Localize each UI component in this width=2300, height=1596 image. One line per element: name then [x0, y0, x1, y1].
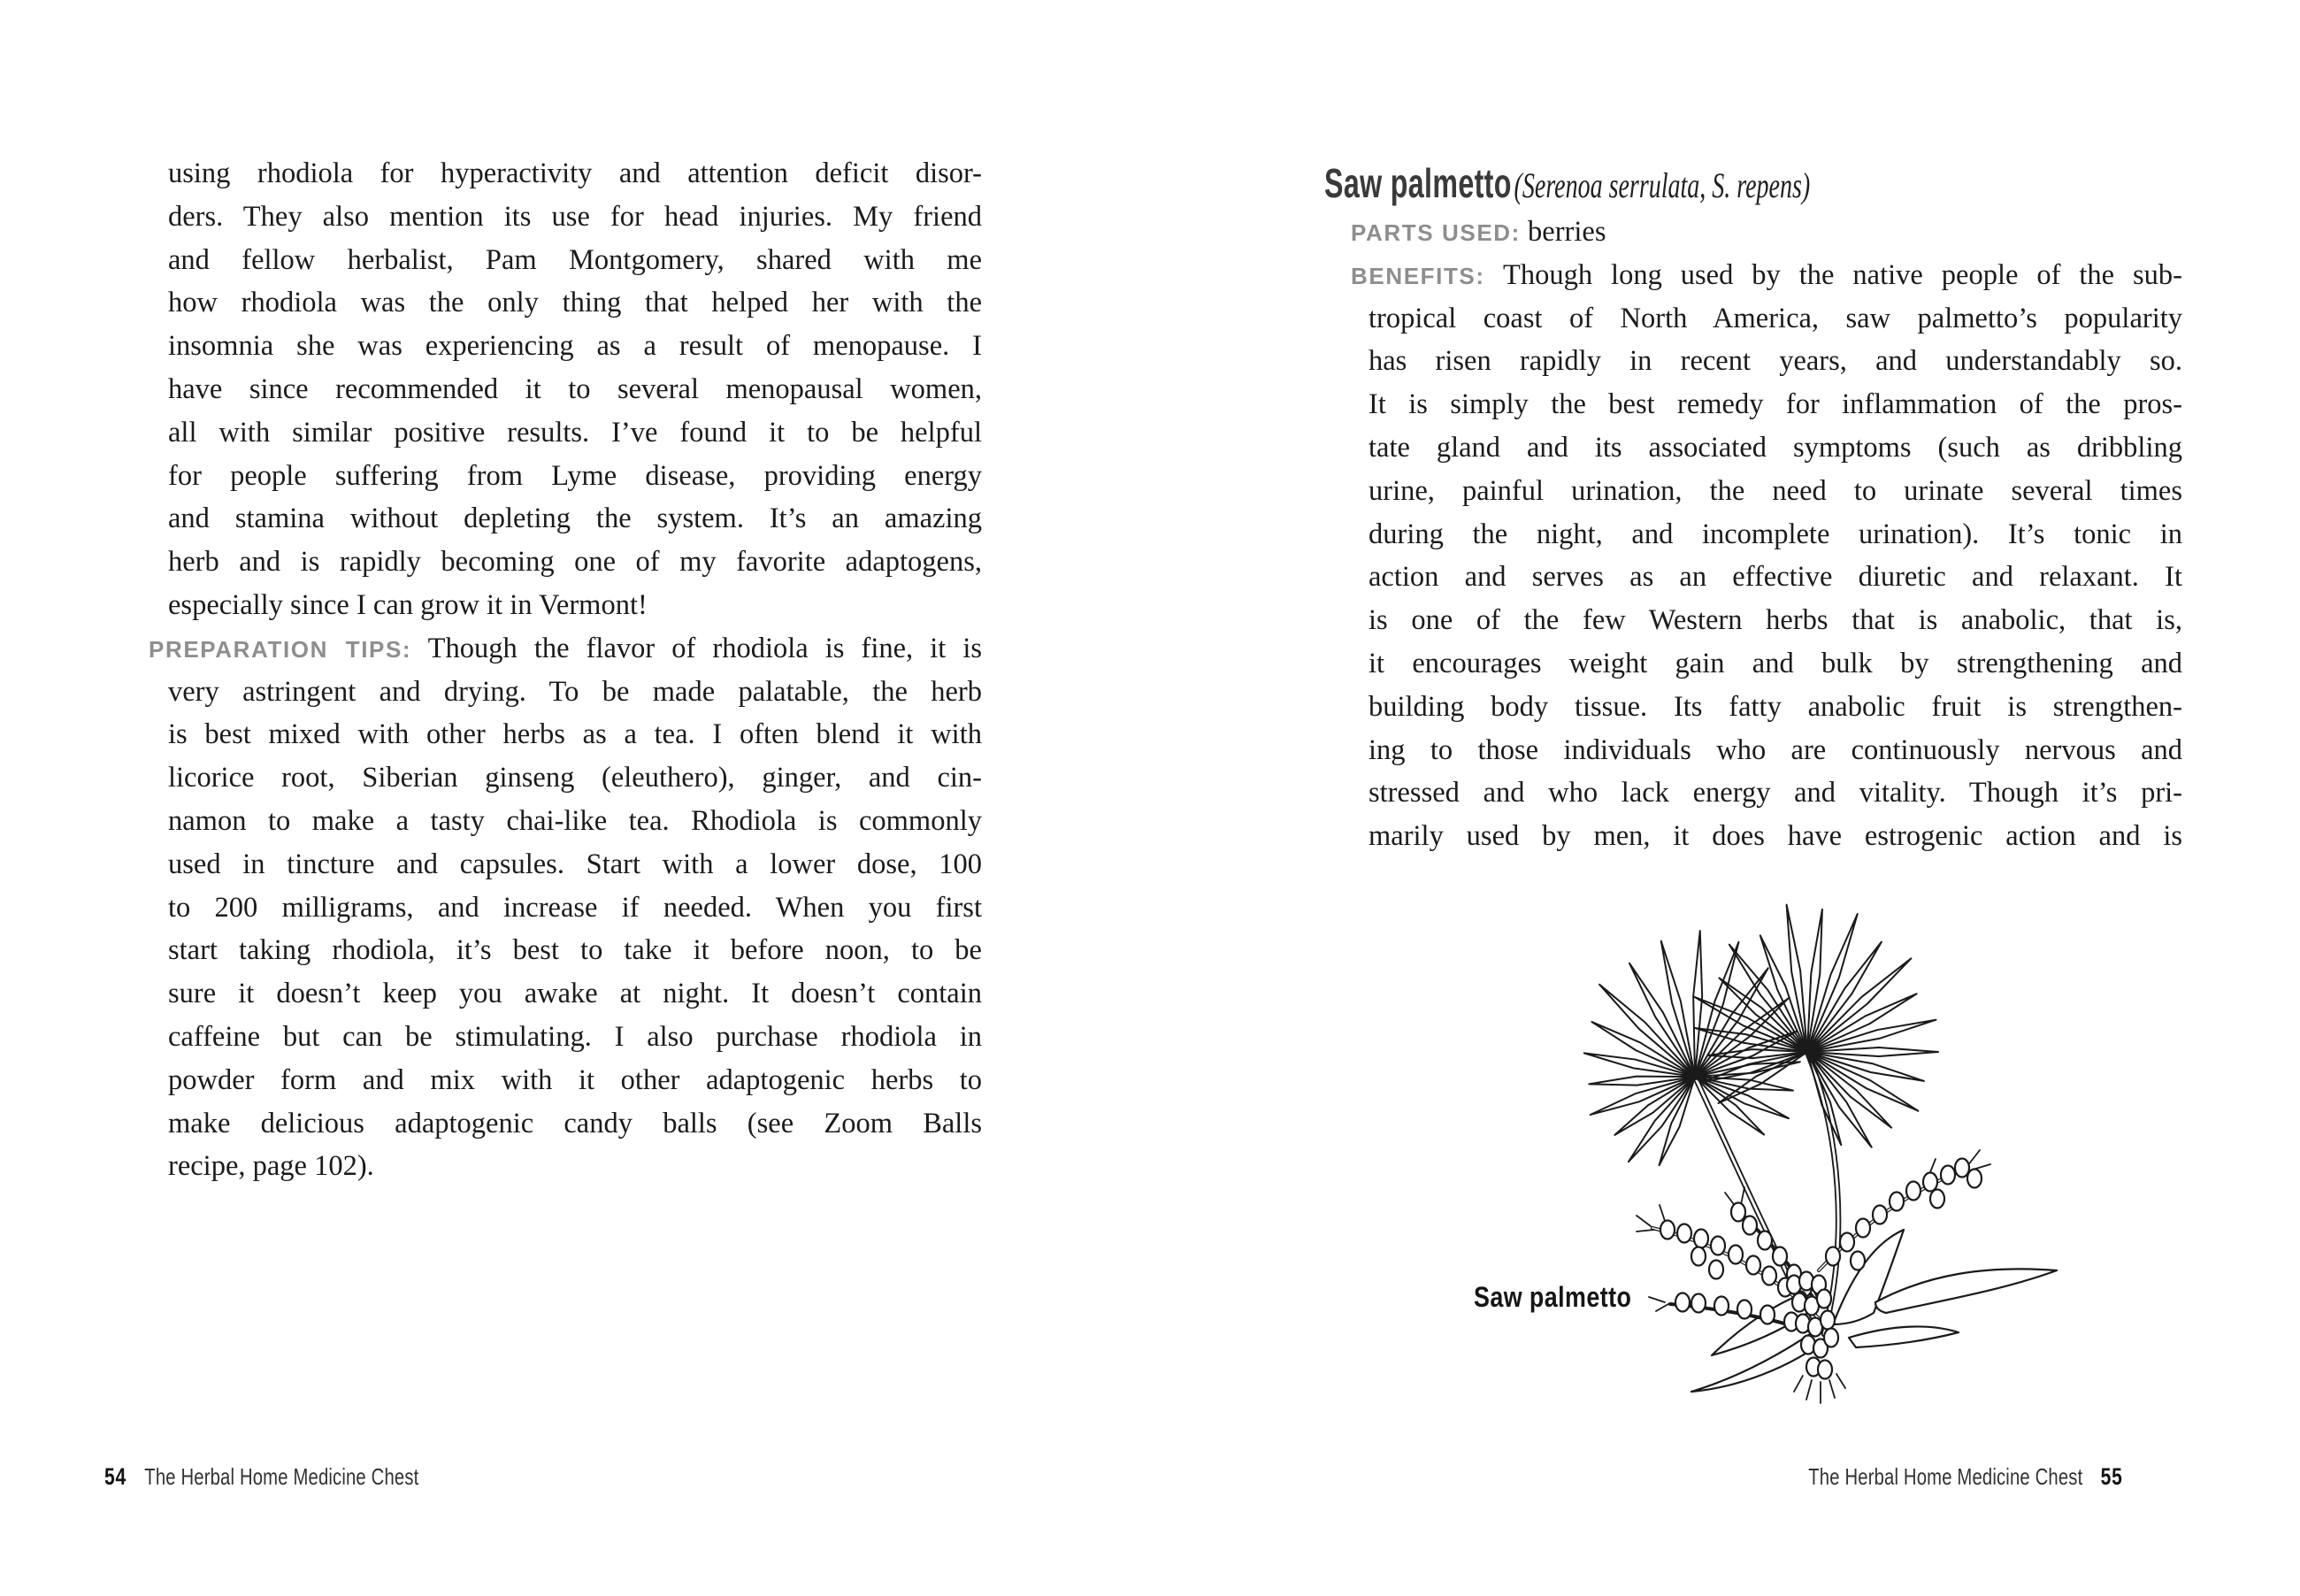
- text-line: powder form and mix with it other adaptogenic herbs to: [168, 1063, 982, 1096]
- text-line: all with similar positive results. I’ve found it to be helpful: [168, 416, 982, 449]
- berry-sprays: [1637, 1150, 1990, 1379]
- text-line: has risen rapidly in recent years, and understandably so.: [1368, 345, 2182, 378]
- left-page-number: 54: [104, 1463, 126, 1490]
- text-line: especially since I can grow it in Vermont!: [168, 588, 648, 621]
- text-line: ders. They also mention its use for head injuries. My friend: [168, 200, 982, 233]
- text-line: very astringent and drying. To be made palatable, the herb: [168, 675, 982, 708]
- text-line: is best mixed with other herbs as a tea. I often blend it with: [168, 718, 982, 751]
- text-line: for people suffering from Lyme disease, providing energy: [168, 459, 982, 492]
- preparation-tips-label: PREPARATION TIPS:: [149, 635, 412, 663]
- text-line: is one of the few Western herbs that is anabolic, that is,: [1368, 604, 2182, 637]
- text-line: ing to those individuals who are continuously nervous and: [1368, 733, 2182, 766]
- benefits-line: [1351, 254, 2182, 297]
- text-line: it encourages weight gain and bulk by strengthening and: [1368, 647, 2182, 679]
- text-line: start taking rhodiola, it’s best to take it before noon, to be: [168, 934, 982, 967]
- left-fan-leaf: [1583, 931, 1801, 1167]
- text-line: tropical coast of North America, saw palmetto’s popularity: [1368, 302, 2182, 334]
- text-line: using rhodiola for hyperactivity and attention deficit disor-: [168, 157, 982, 189]
- text-line: how rhodiola was the only thing that helped her with the: [168, 287, 982, 319]
- text-line: and stamina without depleting the system. It’s an amazing: [168, 503, 982, 535]
- text-line: caffeine but can be stimulating. I also purchase rhodiola in: [168, 1020, 982, 1053]
- text-line: building body tissue. Its fatty anabolic fruit is strengthen-: [1368, 690, 2182, 723]
- text-line: make delicious adaptogenic candy balls (see Zoom Balls: [168, 1107, 982, 1139]
- text-line: tate gland and its associated symptoms (such as dribbling: [1368, 431, 2182, 464]
- saw-palmetto-illustration: [1433, 885, 2185, 1416]
- benefits-label: BENEFITS:: [1351, 262, 1485, 289]
- parts-used-value: berries: [1528, 216, 1606, 248]
- running-title: The Herbal Home Medicine Chest: [1808, 1463, 2083, 1490]
- herb-name-title: Saw palmetto: [1324, 160, 1512, 206]
- text-line: during the night, and incomplete urination). It’s tonic in: [1368, 518, 2182, 550]
- text-line: sure it doesn’t keep you awake at night. It doesn’t contain: [168, 978, 982, 1010]
- text-run: Though the flavor of rhodiola is fine, it is: [427, 632, 982, 664]
- left-page-footer: [104, 1463, 508, 1491]
- preparation-tips-line: [149, 627, 982, 671]
- left-page-text-column: [149, 152, 982, 1188]
- running-title: The Herbal Home Medicine Chest: [144, 1463, 419, 1490]
- text-line: marily used by men, it does have estrogenic action and is: [1368, 820, 2182, 853]
- right-page-number: 55: [2101, 1463, 2123, 1490]
- text-run: Though long used by the native people of the sub-: [1503, 258, 2182, 291]
- text-line: action and serves as an effective diuretic and relaxant. It: [1368, 561, 2182, 594]
- text-line: have since recommended it to several menopausal women,: [168, 372, 982, 405]
- section-heading-saw-palmetto: [1324, 159, 1810, 207]
- right-page-footer: [1720, 1463, 2123, 1491]
- text-line: herb and is rapidly becoming one of my favorite adaptogens,: [168, 546, 982, 579]
- text-line: stressed and who lack energy and vitality. Though it’s pri-: [1368, 777, 2182, 810]
- parts-used-line: [1351, 211, 2182, 254]
- text-line: insomnia she was experiencing as a result of menopause. I: [168, 330, 982, 363]
- text-line: and fellow herbalist, Pam Montgomery, shared with me: [168, 243, 982, 276]
- text-line: used in tincture and capsules. Start with a lower dose, 100: [168, 848, 982, 880]
- right-page-text-column: [1351, 211, 2182, 858]
- text-line: It is simply the best remedy for inflammation of the pros-: [1368, 388, 2182, 421]
- text-line: licorice root, Siberian ginseng (eleuthero), ginger, and cin-: [168, 762, 982, 794]
- parts-used-label: PARTS USED:: [1351, 219, 1521, 246]
- text-line: urine, painful urination, the need to urinate several times: [1368, 474, 2182, 507]
- latin-name: (Serenoa serrulata, S. repens): [1514, 165, 1811, 205]
- text-line: namon to make a tasty chai-like tea. Rhodiola is commonly: [168, 804, 982, 837]
- illustration-caption: Saw palmetto: [1474, 1281, 1632, 1313]
- right-fan-leaf: [1692, 904, 1938, 1150]
- text-line: to 200 milligrams, and increase if needed. When you first: [168, 891, 982, 924]
- text-line: recipe, page 102).: [168, 1150, 374, 1183]
